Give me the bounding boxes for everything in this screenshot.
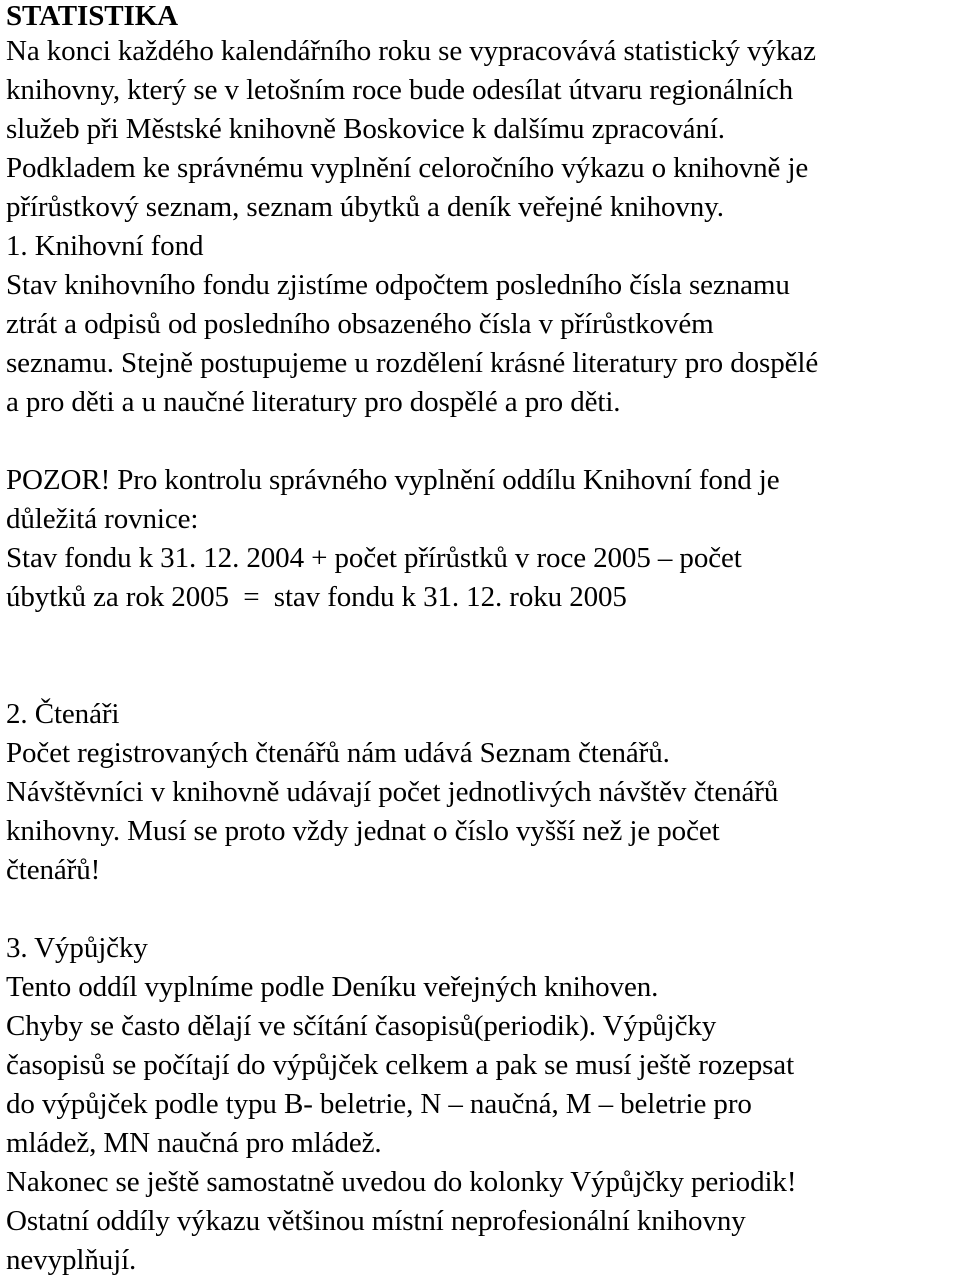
- text-line: seznamu. Stejně postupujeme u rozdělení krásné literatury pro dospělé: [6, 347, 819, 379]
- text-line: a pro děti a u naučné literatury pro dospělé a pro děti.: [6, 386, 621, 418]
- document-title: STATISTIKA: [6, 0, 178, 32]
- spacer: [6, 890, 960, 929]
- section-ctenari: [6, 695, 960, 890]
- text-line: Tento oddíl vyplníme podle Deníku veřejných knihoven.: [6, 971, 659, 1003]
- intro-paragraph: [6, 32, 960, 227]
- text-line: Stav knihovního fondu zjistíme odpočtem posledního čísla seznamu: [6, 269, 790, 301]
- text-line: služeb při Městské knihovně Boskovice k dalšímu zpracování.: [6, 113, 725, 145]
- section-heading: 3. Výpůjčky: [6, 932, 148, 964]
- text-line: knihovny, který se v letošním roce bude odesílat útvaru regionálních: [6, 74, 794, 106]
- text-line: Nakonec se ještě samostatně uvedou do kolonky Výpůjčky periodik!: [6, 1166, 797, 1198]
- text-line: Chyby se často dělají ve sčítání časopisů(periodik). Výpůjčky: [6, 1010, 717, 1042]
- text-line: Návštěvníci v knihovně udávají počet jednotlivých návštěv čtenářů: [6, 776, 779, 808]
- text-line: Podkladem ke správnému vyplnění celoročního výkazu o knihovně je: [6, 152, 809, 184]
- text-line: knihovny. Musí se proto vždy jednat o číslo vyšší než je počet: [6, 815, 720, 847]
- text-line: čtenářů!: [6, 854, 101, 886]
- equation-line: Stav fondu k 31. 12. 2004 + počet přírůstků v roce 2005 – počet: [6, 542, 742, 574]
- text-line: mládež, MN naučná pro mládež.: [6, 1127, 382, 1159]
- section-knihovni-fond: [6, 227, 960, 422]
- text-line: ztrát a odpisů od posledního obsazeného čísla v přírůstkovém: [6, 308, 714, 340]
- spacer: [6, 617, 960, 695]
- text-line: přírůstkový seznam, seznam úbytků a deník veřejné knihovny.: [6, 191, 724, 223]
- text-line: časopisů se počítají do výpůjček celkem a pak se musí ještě rozepsat: [6, 1049, 795, 1081]
- section-vypujcky: [6, 929, 960, 1280]
- text-line: POZOR! Pro kontrolu správného vyplnění oddílu Knihovní fond je: [6, 464, 780, 496]
- text-line: Ostatní oddíly výkazu většinou místní neprofesionální knihovny: [6, 1205, 746, 1237]
- spacer: [6, 422, 960, 461]
- text-line: důležitá rovnice:: [6, 503, 199, 535]
- text-line: nevyplňují.: [6, 1244, 137, 1276]
- equation-line: úbytků za rok 2005 = stav fondu k 31. 12. roku 2005: [6, 581, 627, 613]
- section-heading: 2. Čtenáři: [6, 698, 120, 730]
- text-line: Počet registrovaných čtenářů nám udává Seznam čtenářů.: [6, 737, 670, 769]
- note-paragraph: [6, 461, 960, 617]
- text-line: Na konci každého kalendářního roku se vypracovává statistický výkaz: [6, 35, 816, 67]
- text-line: do výpůjček podle typu B- beletrie, N – naučná, M – beletrie pro: [6, 1088, 752, 1120]
- section-heading: 1. Knihovní fond: [6, 230, 204, 262]
